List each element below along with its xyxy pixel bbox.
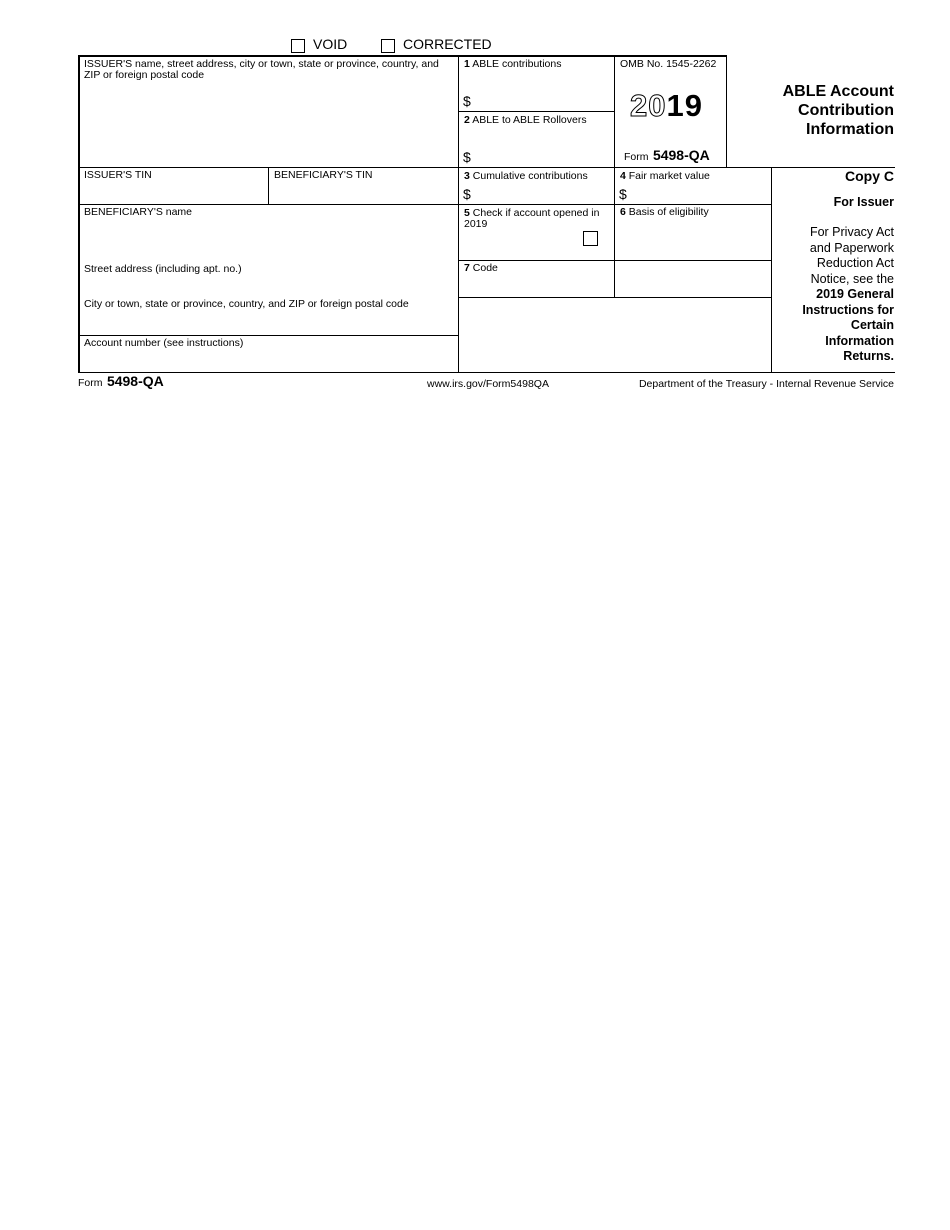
omb-number: OMB No. 1545-2262 [620,58,717,70]
tax-year [630,88,703,124]
box3-field[interactable] [474,184,612,203]
issuer-tin-field[interactable] [80,182,266,203]
box4-number: 4 [620,170,626,182]
account-number-field[interactable] [80,351,456,371]
form-title [783,82,894,139]
privacy-line-4: Notice, see the [810,271,894,286]
box7-blank-field[interactable] [616,262,769,296]
footer-form-number: 5498-QA [106,373,164,389]
tax-year-outline: 20 [630,88,667,123]
box4-label [620,171,710,182]
divider-col-771 [771,167,772,372]
divider-row-260 [458,260,771,261]
box6-field[interactable] [616,220,769,259]
title-line-1: ABLE Account [782,83,894,100]
beneficiary-tin-label: BENEFICIARY'S TIN [274,169,373,181]
box6-text: Basis of eligibility [628,206,709,218]
form-id-top [624,147,710,165]
box5-number: 5 [464,207,470,219]
divider-col-268 [268,167,269,204]
box7-field[interactable] [460,276,612,296]
instructions-line-3: Certain [850,318,894,332]
box1-dollar: $ [463,93,471,109]
box6-number: 6 [620,206,626,218]
for-issuer-label: For Issuer [833,195,894,209]
beneficiary-name-label: BENEFICIARY'S name [84,206,193,218]
box7-number: 7 [464,262,470,274]
divider-row-297 [458,297,771,298]
footer-form-word: Form [78,377,103,389]
box1-field[interactable] [474,90,612,110]
corrected-label: CORRECTED [403,36,492,52]
box5-checkbox[interactable] [583,231,598,246]
copy-label: Copy C [845,168,894,184]
divider-row-335 [78,335,458,336]
box7-label [464,263,498,274]
beneficiary-name-field[interactable] [80,220,456,260]
street-address-field[interactable] [80,277,456,296]
divider-col-614 [614,56,615,298]
form-number-top: 5498-QA [652,147,710,163]
title-line-2: Contribution [798,102,894,119]
box2-label [464,115,587,126]
privacy-notice [802,225,894,365]
privacy-line-1: For Privacy Act [809,225,894,239]
box2-dollar: $ [463,149,471,165]
privacy-line-3: Reduction Act [816,256,894,270]
account-number-label: Account number (see instructions) [84,337,244,349]
street-address-label: Street address (including apt. no.) [84,263,242,275]
footer-department: Department of the Treasury - Internal Revenue Service [638,378,894,390]
beneficiary-tin-field[interactable] [270,182,456,203]
footer-form-id [78,373,164,391]
box3-dollar: $ [463,186,471,202]
title-line-3: Information [806,121,894,138]
box4-field[interactable] [630,184,769,203]
divider-row-204 [78,204,771,205]
box2-number: 2 [464,114,470,126]
form-bottom-border [78,372,895,373]
void-checkbox[interactable] [291,39,305,53]
instructions-line-2: Instructions for [802,302,894,317]
city-field[interactable] [80,312,456,334]
divider-row-167 [78,167,895,168]
issuer-tin-label: ISSUER'S TIN [84,169,152,181]
box4-text: Fair market value [628,170,710,182]
tax-year-bold: 19 [666,88,703,123]
void-label: VOID [313,36,348,52]
box7-text: Code [472,262,498,274]
box6-label [620,207,709,218]
box2-text: ABLE to ABLE Rollovers [472,114,587,126]
form-word-top: Form [624,151,649,163]
instructions-line-5: Returns. [843,349,894,363]
box1-number: 1 [464,58,470,70]
city-label: City or town, state or province, country, and ZIP or foreign postal code [84,298,409,310]
box3-text: Cumulative contributions [472,170,588,182]
footer-url: www.irs.gov/Form5498QA [427,378,549,390]
box1-label [464,59,562,70]
divider-col-726 [726,56,727,167]
box4-dollar: $ [619,186,627,202]
issuer-name-field[interactable] [80,84,456,166]
divider-col-458 [458,56,459,372]
box5-label [464,208,609,230]
divider-row-111 [458,111,614,112]
corrected-checkbox[interactable] [381,39,395,53]
box2-field[interactable] [474,146,612,166]
form-top-border [78,55,727,57]
box1-text: ABLE contributions [472,58,562,70]
box5-text: Check if account opened in 2019 [464,207,600,230]
instructions-line-4: Information [825,333,894,348]
box3-label [464,171,588,182]
box3-number: 3 [464,170,470,182]
privacy-line-2: and Paperwork [809,240,894,255]
instructions-line-1: 2019 General [816,287,894,301]
issuer-name-label: ISSUER'S name, street address, city or town, state or province, country, and ZIP or foreign postal code [84,58,439,81]
